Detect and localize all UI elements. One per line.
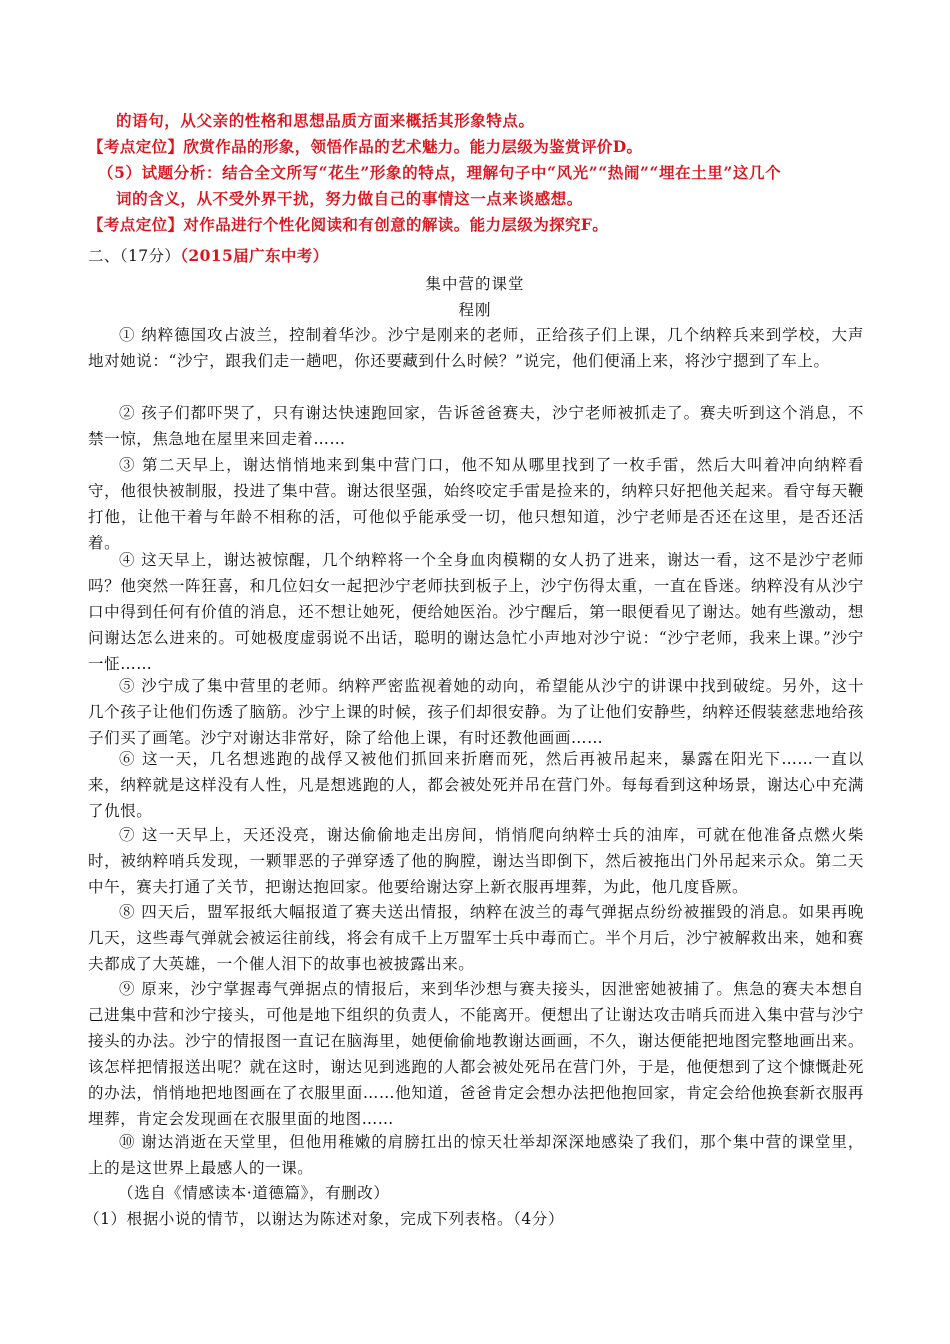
article-paragraph-6: ⑥ 这一天，几名想逃跑的战俘又被他们抓回来折磨而死，然后再被吊起来，暴露在阳光下……一直以来，纳粹就是这样没有人性，凡是想逃跑的人，都会被处死并吊在营门外。每每看到这种场景，谢达心中充满了仇恨。 — [88, 750, 864, 820]
article-author: 程刚 — [458, 301, 492, 319]
key-point-text: 对作品进行个性化阅读和有创意的解读。能力层级为探究F。 — [183, 215, 609, 234]
key-point-tag: 【考点定位】 — [88, 215, 184, 234]
key-point-tag: 【考点定位】 — [88, 137, 184, 156]
article-paragraph-4: ④ 这天早上，谢达被惊醒，几个纳粹将一个全身血肉模糊的女人扔了进来，谢达一看，这不是沙宁老师吗？他突然一阵狂喜，和几位妇女一起把沙宁老师扶到板子上，沙宁伤得太重，一直在昏迷。纳粹没有从沙宁口中得到任何有价值的消息，还不想让她死，便给她医治。沙宁醒后，第一眼便看见了谢达。她有些激动，想问谢达怎么进来的。可她极度虚弱说不出话，聪明的谢达急忙小声地对沙宁说：“沙宁老师，我来上课。”沙宁一怔…… — [88, 551, 864, 673]
article-paragraph-7: ⑦ 这一天早上，天还没亮，谢达偷偷地走出房间，悄悄爬向纳粹士兵的油库，可就在他准备点燃火柴时，被纳粹哨兵发现，一颗罪恶的子弹穿透了他的胸膛，谢达当即倒下，然后被拖出门外吊起来示众。第二天中午，赛夫打通了关节，把谢达抱回家。他要给谢达穿上新衣服再埋葬，为此，他几度昏厥。 — [88, 826, 864, 896]
analysis-item-5-line2: 词的含义，从不受外界干扰，努力做自己的事情这一点来谈感想。 — [116, 189, 583, 208]
key-point-2 — [88, 212, 608, 238]
section-source: （2015届广东中考） — [180, 246, 329, 265]
article-paragraph-5: ⑤ 沙宁成了集中营里的老师。纳粹严密监视着她的动向，希望能从沙宁的讲课中找到破绽。另外，这十几个孩子让他们伤透了脑筋。沙宁上课的时候，孩子们却很安静。为了让他们安静些，纳粹还假装慈悲地给孩子们买了画笔。沙宁对谢达非常好，除了给他上课，有时还教他画画…… — [88, 677, 864, 747]
article-paragraph-2: ② 孩子们都吓哭了，只有谢达快速跑回家，告诉爸爸赛夫，沙宁老师被抓走了。赛夫听到这个消息，不禁一惊，焦急地在屋里来回走着…… — [88, 404, 864, 448]
analysis-item-5-line1: （5）试题分析：结合全文所写“花生”形象的特点，理解句子中“风光”“热闹”“埋在土里”这几个 — [98, 163, 782, 182]
key-point-1 — [88, 134, 642, 160]
article-paragraph-9: ⑨ 原来，沙宁掌握毒气弹据点的情报后，来到华沙想与赛夫接头，因泄密她被捕了。焦急的赛夫本想自己进集中营和沙宁接头，可他是地下组织的负责人，不能离开。便想出了让谢达攻击哨兵而进入集中营与沙宁接头的办法。沙宁的情报图一直记在脑海里，她便偷偷地教谢达画画，不久，谢达便能把地图完整地画出来。该怎样把情报送出呢？就在这时，谢达见到逃跑的人都会被处死吊在营门外，于是，他便想到了这个慷慨赴死的办法，悄悄地把地图画在了衣服里面……他知道，爸爸肯定会想办法把他抱回家，肯定会给他换套新衣服再埋葬，肯定会发现画在衣服里面的地图…… — [88, 980, 864, 1128]
article-citation: （选自《情感读本·道德篇》，有删改） — [118, 1184, 390, 1202]
section-header — [88, 243, 329, 269]
article-title: 集中营的课堂 — [425, 275, 525, 293]
article-paragraph-1: ① 纳粹德国攻占波兰，控制着华沙。沙宁是刚来的老师，正给孩子们上课，几个纳粹兵来到学校，大声地对她说：“沙宁，跟我们走一趟吧，你还要藏到什么时候？”说完，他们便涌上来，将沙宁摁到了车上。 — [88, 326, 864, 370]
key-point-text: 欣赏作品的形象，领悟作品的艺术魅力。能力层级为鉴赏评价D。 — [183, 137, 643, 156]
article-paragraph-10: ⑩ 谢达消逝在天堂里，但他用稚嫩的肩膀扛出的惊天壮举却深深地感染了我们，那个集中营的课堂里，上的是这世界上最感人的一课。 — [88, 1133, 864, 1177]
analysis-line: 的语句，从父亲的性格和思想品质方面来概括其形象特点。 — [116, 111, 535, 130]
article-paragraph-8: ⑧ 四天后，盟军报纸大幅报道了赛夫送出情报，纳粹在波兰的毒气弹据点纷纷被摧毁的消息。如果再晚几天，这些毒气弹就会被运往前线，将会有成千上万盟军士兵中毒而亡。半个月后，沙宁被解救出来，她和赛夫都成了大英雄，一个催人泪下的故事也被披露出来。 — [88, 903, 864, 973]
question-1: （1）根据小说的情节，以谢达为陈述对象，完成下列表格。（4分） — [84, 1210, 565, 1228]
article-paragraph-3: ③ 第二天早上，谢达悄悄地来到集中营门口，他不知从哪里找到了一枚手雷，然后大叫着冲向纳粹看守，他很快被制服，投进了集中营。谢达很坚强，始终咬定手雷是捡来的，纳粹只好把他关起来。看守每天鞭打他，让他干着与年龄不相称的活，可他似乎能承受一切，他只想知道，沙宁老师是否还在这里，是否还活着。 — [88, 456, 864, 552]
analysis-item-5 — [98, 160, 868, 212]
section-number: 二、（17分） — [88, 247, 181, 265]
